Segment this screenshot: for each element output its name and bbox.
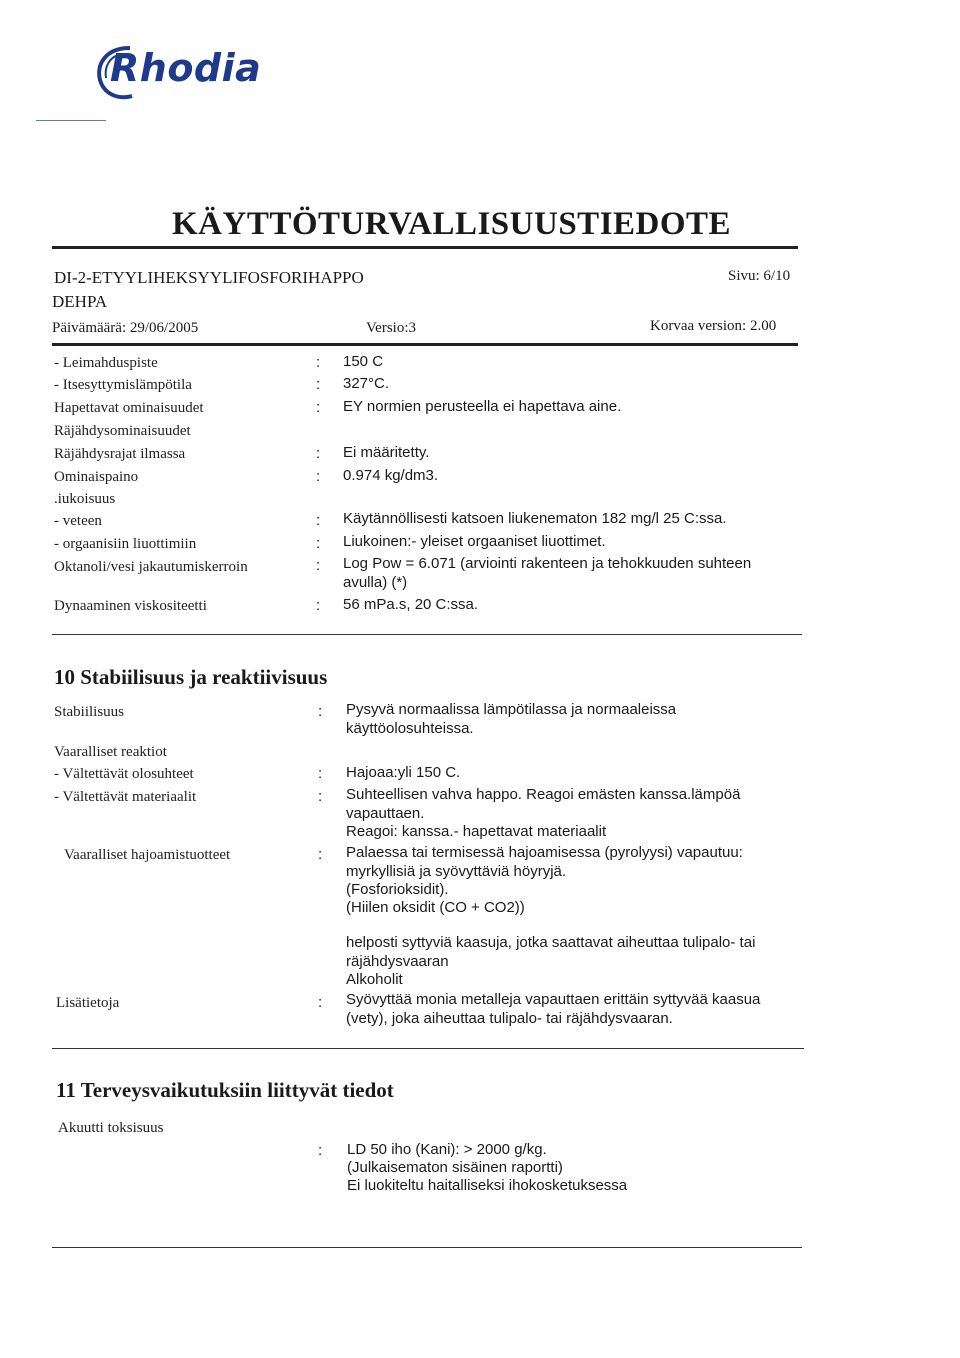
separator-colon: :	[316, 468, 321, 485]
conditions-to-avoid-label: - Vältettävät olosuhteet	[54, 766, 194, 782]
acute-toxicity-label: Akuutti toksisuus	[58, 1120, 164, 1136]
property-value: Käytännöllisesti katsoen liukenematon 182 mg/l 25 C:ssa.	[343, 510, 727, 527]
decomposition-products-value: Alkoholit	[346, 971, 403, 988]
document-title: KÄYTTÖTURVALLISUUSTIEDOTE	[172, 206, 732, 242]
property-label: Räjähdysrajat ilmassa	[54, 446, 186, 462]
stability-label: Stabiilisuus	[54, 704, 125, 720]
separator-colon: :	[316, 512, 321, 529]
property-label: Hapettavat ominaisuudet	[54, 400, 204, 416]
section-11-title: 11 Terveysvaikutuksiin liittyvät tiedot	[56, 1078, 394, 1102]
additional-info-label: Lisätietoja	[56, 995, 120, 1011]
product-abbreviation: DEHPA	[52, 292, 108, 311]
document-version: Versio:3	[366, 320, 416, 336]
section-10-title: 10 Stabiilisuus ja reaktiivisuus	[54, 665, 328, 689]
separator-colon: :	[316, 354, 321, 371]
additional-info-value: (vety), joka aiheuttaa tulipalo- tai räjähdysvaaran.	[346, 1010, 673, 1027]
materials-to-avoid-value: vapauttaen.	[346, 805, 425, 822]
property-label: Räjähdysominaisuudet	[54, 423, 191, 439]
property-value: 56 mPa.s, 20 C:ssa.	[343, 596, 479, 613]
property-value: 150 C	[343, 353, 384, 370]
decomposition-products-value: Palaessa tai termisessä hajoamisessa (pyrolyysi) vapautuu:	[346, 844, 743, 861]
acute-toxicity-value: LD 50 iho (Kani): > 2000 g/kg.	[347, 1141, 547, 1158]
separator-colon: :	[316, 445, 321, 462]
property-label: Dynaaminen viskositeetti	[54, 598, 207, 614]
decomposition-products-value: helposti syttyviä kaasuja, jotka saattavat aiheuttaa tulipalo- tai	[346, 934, 756, 951]
decomposition-products-label: Vaaralliset hajoamistuotteet	[64, 847, 231, 863]
additional-info-value: Syövyttää monia metalleja vapauttaen erittäin syttyvää kaasua	[346, 991, 761, 1008]
section-divider	[52, 1048, 804, 1049]
property-label: Ominaispaino	[54, 469, 139, 485]
logo-text: Rhodia	[110, 46, 262, 90]
property-value-continued: avulla) (*)	[343, 574, 408, 591]
page-number: Sivu: 6/10	[728, 268, 791, 284]
separator-colon: :	[318, 846, 323, 863]
property-value: 0.974 kg/dm3.	[343, 467, 439, 484]
property-label: - Leimahduspiste	[54, 355, 158, 371]
section-divider	[52, 1247, 802, 1248]
property-label: .iukoisuus	[54, 491, 116, 507]
property-value: Liukoinen:- yleiset orgaaniset liuottimet.	[343, 533, 606, 550]
materials-to-avoid-value: Suhteellisen vahva happo. Reagoi emästen kanssa.lämpöä	[346, 786, 741, 803]
acute-toxicity-value: Ei luokiteltu haitalliseksi ihokosketuksessa	[347, 1177, 628, 1194]
title-divider	[52, 246, 798, 249]
separator-colon: :	[316, 399, 321, 416]
separator-colon: :	[316, 597, 321, 614]
header-divider	[52, 343, 798, 346]
separator-colon: :	[316, 557, 321, 574]
rhodia-logo	[92, 42, 262, 104]
property-label: - orgaanisiin liuottimiin	[54, 536, 197, 552]
separator-colon: :	[316, 376, 321, 393]
property-value: Ei määritetty.	[343, 444, 430, 461]
conditions-to-avoid-value: Hajoaa:yli 150 C.	[346, 764, 461, 781]
property-value: 327°C.	[343, 375, 390, 392]
property-label: Oktanoli/vesi jakautumiskerroin	[54, 559, 248, 575]
property-label: - Itsesyttymislämpötila	[54, 377, 192, 393]
replaces-version: Korvaa version: 2.00	[650, 318, 777, 334]
logo-divider	[36, 120, 106, 121]
decomposition-products-value: räjähdysvaaran	[346, 953, 449, 970]
stability-value: käyttöolosuhteissa.	[346, 720, 474, 737]
materials-to-avoid-label: - Vältettävät materiaalit	[54, 789, 197, 805]
separator-colon: :	[318, 703, 323, 720]
separator-colon: :	[318, 1142, 323, 1159]
decomposition-products-value: myrkyllisiä ja syövyttäviä höyryjä.	[346, 863, 567, 880]
property-label: - veteen	[54, 513, 102, 529]
product-name: DI-2-ETYYLIHEKSYYLIFOSFORIHAPPO	[54, 268, 364, 287]
property-value: EY normien perusteella ei hapettava aine.	[343, 398, 622, 415]
separator-colon: :	[318, 788, 323, 805]
separator-colon: :	[316, 535, 321, 552]
document-date: Päivämäärä: 29/06/2005	[52, 320, 199, 336]
section-divider	[52, 634, 802, 635]
decomposition-products-value: (Fosforioksidit).	[346, 881, 449, 898]
separator-colon: :	[318, 994, 323, 1011]
hazardous-reactions-label: Vaaralliset reaktiot	[54, 744, 167, 760]
decomposition-products-value: (Hiilen oksidit (CO + CO2))	[346, 899, 525, 916]
materials-to-avoid-value: Reagoi: kanssa.- hapettavat materiaalit	[346, 823, 607, 840]
stability-value: Pysyvä normaalissa lämpötilassa ja normaaleissa	[346, 701, 677, 718]
acute-toxicity-value: (Julkaisematon sisäinen raportti)	[347, 1159, 563, 1176]
property-value: Log Pow = 6.071 (arviointi rakenteen ja tehokkuuden suhteen	[343, 555, 752, 572]
separator-colon: :	[318, 765, 323, 782]
